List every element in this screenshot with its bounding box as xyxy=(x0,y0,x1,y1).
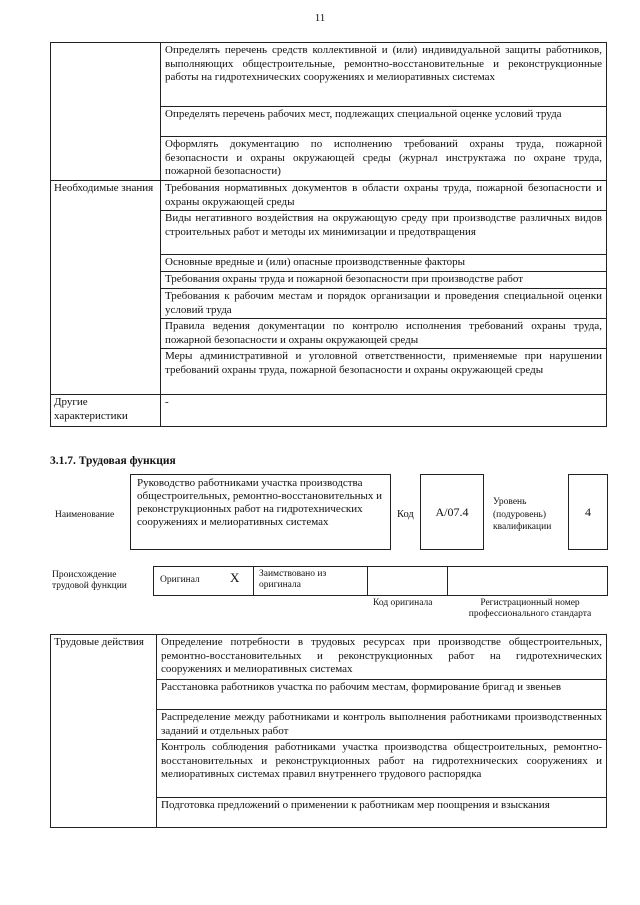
table-cell: Распределение между работниками и контроль выполнения работниками производственных заданий и отдельных работ xyxy=(157,710,607,740)
table-cell: Основные вредные и (или) опасные производственные факторы xyxy=(161,255,607,272)
table-cell: Меры административной и уголовной ответственности, применяемые при нарушении требований охраны труда, пожарной безопасности и охраны окружающей среды xyxy=(161,349,607,395)
origin-row-box xyxy=(153,566,608,596)
table-cell: - xyxy=(161,395,607,427)
divider xyxy=(367,566,368,596)
table-cell: Требования нормативных документов в области охраны труда, пожарной безопасности и охраны окружающей среды xyxy=(161,181,607,211)
borrowed-label: Заимствовано из оригинала xyxy=(259,569,327,590)
table-cell: Определение потребности в трудовых ресурсах при производстве общестроительных, ремонтно-восстановительных и реконструкционных работ на гидротехнических сооружениях и мелиоративных системах xyxy=(157,635,607,680)
labor-actions-table xyxy=(50,634,607,828)
divider xyxy=(253,566,254,596)
table-cell: Подготовка предложений о применении к работникам мер поощрения и взыскания xyxy=(157,798,607,828)
table-cell: Требования к рабочим местам и порядок организации и проведения специальной оценки условий труда xyxy=(161,289,607,319)
function-name-box xyxy=(130,474,391,550)
origin-label: Происхождение трудовой функции xyxy=(52,570,127,591)
code-value: А/07.4 xyxy=(435,504,469,519)
function-name: Руководство работниками участка производства общестроительных, ремонтно-восстановительных и реконструкционных работ на гидротехнических сооружениях и мелиоративных системах xyxy=(137,477,383,528)
level-box xyxy=(568,474,608,550)
skills-knowledge-table xyxy=(50,42,607,427)
empty-label-cell xyxy=(51,43,161,181)
table-cell: Правила ведения документации по контролю исполнения требований охраны труда, пожарной безопасности и охраны окружающей среды xyxy=(161,319,607,349)
level-label: Уровень (подуровень) квалификации xyxy=(493,497,552,532)
reg-number-caption: Регистрационный номер профессионального стандарта xyxy=(468,598,592,619)
section-title: 3.1.7. Трудовая функция xyxy=(50,455,176,467)
code-original-caption: Код оригинала xyxy=(373,598,433,608)
table-cell: Определять перечень рабочих мест, подлежащих специальной оценке условий труда xyxy=(161,107,607,137)
table-cell: Определять перечень средств коллективной и (или) индивидуальной защиты работников, выполняющих общестроительные, ремонтно-восстановительные и реконструкционные работы на гидротехнических сооружениях и мелиоративных системах xyxy=(161,43,607,107)
knowledge-label: Необходимые знания xyxy=(51,181,161,395)
original-mark: X xyxy=(230,570,240,585)
page-number: 11 xyxy=(314,12,326,24)
table-cell: Виды негативного воздействия на окружающую среду при производстве различных видов строительных работ и методы их минимизации и предотвращения xyxy=(161,211,607,255)
original-label: Оригинал xyxy=(160,575,200,585)
table-cell: Требования охраны труда и пожарной безопасности при производстве работ xyxy=(161,272,607,289)
table-cell: Оформлять документацию по исполнению требований охраны труда, пожарной безопасности и охраны окружающей среды (журнал инструктажа по охране труда, пожарной безопасности) xyxy=(161,137,607,181)
name-label: Наименование xyxy=(55,510,115,520)
level-value: 4 xyxy=(585,504,591,519)
actions-label: Трудовые действия xyxy=(51,635,157,828)
divider xyxy=(447,566,448,596)
other-characteristics-label: Другие характеристики xyxy=(51,395,161,427)
table-cell: Контроль соблюдения работниками участка производства общестроительных, ремонтно-восстановительных и реконструкционных работ на гидротехнических сооружениях и мелиоративных системах правил внутреннего трудового распорядка xyxy=(157,740,607,798)
code-label: Код xyxy=(397,509,414,520)
table-cell: Расстановка работников участка по рабочим местам, формирование бригад и звеньев xyxy=(157,680,607,710)
code-box xyxy=(420,474,484,550)
